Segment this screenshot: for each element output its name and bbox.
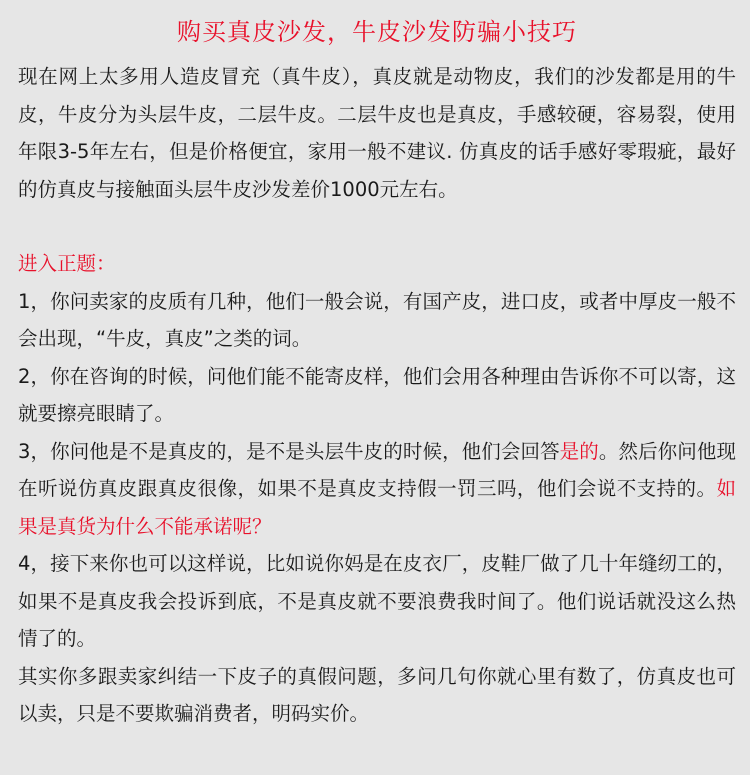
tip-3-highlight-question: 如果是真货为什么不能承诺呢？ — [18, 477, 736, 538]
tip-4: 4，接下来你也可以这样说，比如说你妈是在皮衣厂，皮鞋厂做了几十年缝纫工的，如果不是真皮我会投诉到底，不是真皮就不要浪费我时间了。他们说话就没这么热情了的。 — [18, 552, 736, 650]
tip-2: 2，你在咨询的时候，问他们能不能寄皮样，他们会用各种理由告诉你不可以寄，这就要擦亮眼睛了。 — [18, 364, 736, 425]
tip-3-highlight-answer: 是的 — [559, 439, 599, 463]
intro-paragraph: 现在网上太多用人造皮冒充（真牛皮），真皮就是动物皮，我们的沙发都是用的牛皮，牛皮分为头层牛皮，二层牛皮。二层牛皮也是真皮，手感较硬，容易裂，使用年限3-5年左右，但是价格便宜，家用一般不建议. 仿真皮的话手感好零瑕疵，最好的仿真皮与接触面头层牛皮沙发差价1000元左右。 — [18, 65, 736, 201]
tip-1: 1，你问卖家的皮质有几种，他们一般会说，有国产皮，进口皮，或者中厚皮一般不会出现，“牛皮，真皮”之类的词。 — [18, 289, 736, 350]
tip-3 — [18, 433, 736, 546]
section-heading: 进入正题： — [18, 252, 116, 275]
closing-paragraph: 其实你多跟卖家纠结一下皮子的真假问题，多问几句你就心里有数了，仿真皮也可以卖，只是不要欺骗消费者，明码实价。 — [18, 664, 736, 725]
tip-3-text-a: 3，你问他是不是真皮的，是不是头层牛皮的时候，他们会回答 — [18, 439, 560, 463]
tip-3-text-b: 。然后你问他现在听说仿真皮跟真皮很像，如果不是真皮支持假一罚三吗，他们会说不支持的。 — [18, 439, 736, 500]
page-title: 购买真皮沙发，牛皮沙发防骗小技巧 — [177, 18, 577, 46]
